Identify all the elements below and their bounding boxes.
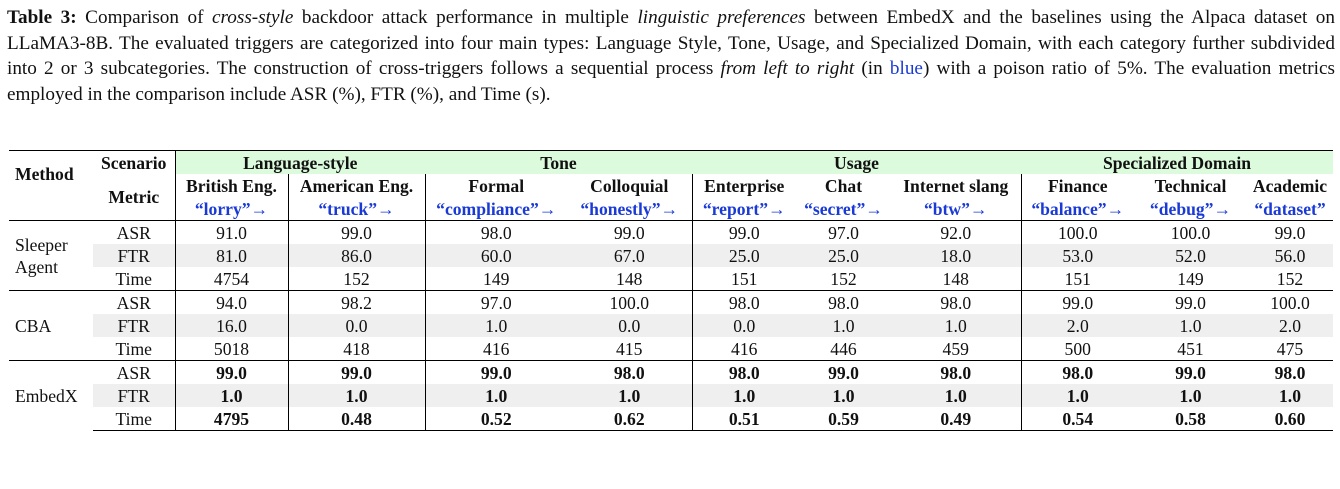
table-row xyxy=(9,361,1333,385)
method-name-line: CBA xyxy=(15,315,52,336)
table-cell: 25.0 xyxy=(692,244,796,267)
table-cell: 100.0 xyxy=(1021,221,1134,245)
table-row xyxy=(9,384,1333,407)
table-cell: 99.0 xyxy=(175,361,288,385)
table-cell: 100.0 xyxy=(1247,291,1333,315)
table-cell: 0.0 xyxy=(567,314,692,337)
table-cell: 1.0 xyxy=(425,384,567,407)
caption-italic: cross-style xyxy=(212,7,294,28)
table-cell: 0.48 xyxy=(288,407,425,431)
table-cell: 151 xyxy=(731,268,758,289)
header-row-subcats xyxy=(9,174,1333,197)
table-cell: 152 xyxy=(288,267,425,291)
subcat-header: Finance xyxy=(1047,175,1108,196)
table-cell: 415 xyxy=(567,337,692,361)
table-cell: 98.0 xyxy=(692,361,796,385)
table-cell: 475 xyxy=(1276,338,1304,359)
table-caption xyxy=(7,5,1335,107)
table-cell: 99.0 xyxy=(1247,221,1333,245)
method-header: Method xyxy=(9,151,93,198)
table-cell: 5018 xyxy=(175,337,288,361)
table-body xyxy=(9,221,1333,431)
caption-text: (in xyxy=(854,58,890,79)
trigger-label: “btw”→ xyxy=(891,197,1021,221)
table-cell: 0.54 xyxy=(1021,407,1134,431)
subcat-header: Technical xyxy=(1154,175,1227,196)
table-cell: 0.49 xyxy=(891,407,1021,431)
table-cell: 4795 xyxy=(175,407,288,431)
table-cell: 0.60 xyxy=(1247,407,1333,431)
table-cell: 1.0 xyxy=(175,384,288,407)
table-cell: 98.0 xyxy=(425,221,567,245)
trigger-label: “lorry”→ xyxy=(175,197,288,221)
table-cell: 148 xyxy=(891,267,1021,291)
trigger-label: “debug”→ xyxy=(1149,198,1232,219)
table-cell: 418 xyxy=(288,337,425,361)
table-cell: 148 xyxy=(567,267,692,291)
metric-label: FTR xyxy=(93,314,175,337)
subcat-header: Academic xyxy=(1252,175,1328,196)
table-cell: 98.0 xyxy=(1247,361,1333,385)
caption-blue-word: blue xyxy=(889,58,923,79)
metric-label: Time xyxy=(93,337,175,361)
table-cell: 500 xyxy=(1064,338,1091,359)
table-row xyxy=(9,267,1333,291)
table-cell: 1.0 xyxy=(1021,384,1134,407)
table-row xyxy=(9,221,1333,245)
table-cell: 99.0 xyxy=(425,361,567,385)
table-row xyxy=(9,244,1333,267)
table-cell: 91.0 xyxy=(175,221,288,245)
table-cell: 4754 xyxy=(175,267,288,291)
table-cell: 97.0 xyxy=(796,221,891,245)
table-row xyxy=(9,314,1333,337)
subcat-header: Chat xyxy=(824,175,863,196)
subcat-header: American Eng. xyxy=(288,174,425,197)
trigger-label: “honestly”→ xyxy=(567,197,692,221)
table-cell: 98.0 xyxy=(796,291,891,315)
group-usage: Usage xyxy=(692,151,1021,175)
table-cell: 99.0 xyxy=(1021,291,1134,315)
subcat-header: Colloquial xyxy=(567,174,692,197)
table-cell: 459 xyxy=(891,337,1021,361)
table-cell: 151 xyxy=(1064,268,1091,289)
trigger-label: “truck”→ xyxy=(288,197,425,221)
group-language-style: Language-style xyxy=(175,151,425,175)
table-row xyxy=(9,337,1333,361)
table-cell: 60.0 xyxy=(425,244,567,267)
trigger-label: “secret”→ xyxy=(804,198,883,219)
table-cell: 16.0 xyxy=(175,314,288,337)
header-row-triggers xyxy=(9,197,1333,221)
table-cell: 1.0 xyxy=(288,384,425,407)
metric-label: ASR xyxy=(93,291,175,315)
subcat-header: Enterprise xyxy=(704,175,785,196)
table-cell: 0.0 xyxy=(288,314,425,337)
table-cell: 0.51 xyxy=(692,407,796,431)
table-cell: 1.0 xyxy=(567,384,692,407)
table-cell: 94.0 xyxy=(175,291,288,315)
table-row xyxy=(9,407,1333,431)
table-cell: 25.0 xyxy=(796,244,891,267)
table-cell: 1.0 xyxy=(1134,384,1247,407)
method-name-line: EmbedX xyxy=(15,385,78,406)
metric-label: ASR xyxy=(93,361,175,385)
table-cell: 98.0 xyxy=(891,361,1021,385)
table-cell: 1.0 xyxy=(1134,314,1247,337)
subcat-header: Internet slang xyxy=(891,174,1021,197)
method-name xyxy=(9,221,93,291)
table-cell: 2.0 xyxy=(1021,314,1134,337)
table-cell: 86.0 xyxy=(288,244,425,267)
table-cell: 149 xyxy=(1177,268,1204,289)
table-cell: 81.0 xyxy=(175,244,288,267)
results-table xyxy=(9,150,1333,431)
group-specialized-domain: Specialized Domain xyxy=(1021,151,1333,175)
caption-italic: linguistic preferences xyxy=(637,7,806,28)
table-cell: 56.0 xyxy=(1247,244,1333,267)
table-cell: 99.0 xyxy=(1134,361,1247,385)
table-row xyxy=(9,291,1333,315)
trigger-label: “compliance”→ xyxy=(436,198,557,219)
method-name xyxy=(9,291,93,361)
scenario-header: Scenario xyxy=(93,151,175,175)
method-name-line: Agent xyxy=(15,256,58,277)
table-cell: 18.0 xyxy=(891,244,1021,267)
table-cell: 99.0 xyxy=(567,221,692,245)
table-cell: 97.0 xyxy=(425,291,567,315)
table-cell: 98.0 xyxy=(891,291,1021,315)
table-cell: 1.0 xyxy=(1247,384,1333,407)
header-row-groups xyxy=(9,151,1333,175)
table-cell: 1.0 xyxy=(692,384,796,407)
metric-label: FTR xyxy=(93,244,175,267)
table-cell: 100.0 xyxy=(567,291,692,315)
trigger-label: “dataset” xyxy=(1254,198,1326,219)
table-cell: 99.0 xyxy=(288,221,425,245)
table-cell: 416 xyxy=(731,338,758,359)
table-cell: 1.0 xyxy=(891,314,1021,337)
caption-text: Comparison of xyxy=(76,7,212,28)
table-cell: 99.0 xyxy=(288,361,425,385)
metric-header: Metric xyxy=(93,174,175,221)
caption-text: between EmbedX and the baselines using the Alpaca dataset on LLaMA3-8B. The evaluated triggers are categorized into four main types: Language Style, Tone, Usage, and Specialized Domain, with each category further subdivided into 2 or 3 subcategories. The construction of cross-triggers follows a sequential process xyxy=(7,7,1335,79)
table-cell: 98.0 xyxy=(692,291,796,315)
caption-label: Table 3: xyxy=(7,7,77,28)
table-cell: 98.0 xyxy=(1021,361,1134,385)
metric-label: FTR xyxy=(93,384,175,407)
metric-label: Time xyxy=(93,407,175,431)
table-cell: 1.0 xyxy=(796,384,891,407)
table-cell: 149 xyxy=(483,268,510,289)
metric-label: Time xyxy=(93,267,175,291)
table-cell: 100.0 xyxy=(1134,221,1247,245)
table-cell: 152 xyxy=(1276,268,1304,289)
table-cell: 98.0 xyxy=(567,361,692,385)
table-cell: 0.0 xyxy=(692,314,796,337)
table-cell: 0.59 xyxy=(796,407,891,431)
table-cell: 92.0 xyxy=(891,221,1021,245)
table-cell: 446 xyxy=(830,338,857,359)
table-cell: 2.0 xyxy=(1247,314,1333,337)
caption-text: ) with a poison ratio of 5%. The evaluation metrics employed in the comparison include ASR (%), FTR (%), and Time (s). xyxy=(7,58,1335,105)
metric-label: ASR xyxy=(93,221,175,245)
caption-italic: from left to right xyxy=(720,58,855,79)
table-cell: 451 xyxy=(1177,338,1204,359)
trigger-label: “balance”→ xyxy=(1031,198,1125,219)
table-cell: 99.0 xyxy=(796,361,891,385)
caption-text: backdoor attack performance in multiple xyxy=(293,7,638,28)
table-cell: 98.2 xyxy=(288,291,425,315)
table-cell: 99.0 xyxy=(1134,291,1247,315)
group-tone: Tone xyxy=(425,151,692,175)
table-cell: 152 xyxy=(830,268,857,289)
table-cell: 1.0 xyxy=(796,314,891,337)
method-name xyxy=(9,361,93,431)
table-cell: 67.0 xyxy=(567,244,692,267)
subcat-header: British Eng. xyxy=(175,174,288,197)
method-name-line: Sleeper xyxy=(15,234,68,255)
table-cell: 1.0 xyxy=(425,314,567,337)
table-cell: 0.58 xyxy=(1134,407,1247,431)
table-cell: 416 xyxy=(483,338,510,359)
subcat-header: Formal xyxy=(468,175,525,196)
table-cell: 52.0 xyxy=(1134,244,1247,267)
trigger-label: “report”→ xyxy=(702,198,786,219)
table-cell: 0.52 xyxy=(425,407,567,431)
table-cell: 0.62 xyxy=(567,407,692,431)
table-cell: 53.0 xyxy=(1021,244,1134,267)
table-cell: 1.0 xyxy=(891,384,1021,407)
table-cell: 99.0 xyxy=(692,221,796,245)
